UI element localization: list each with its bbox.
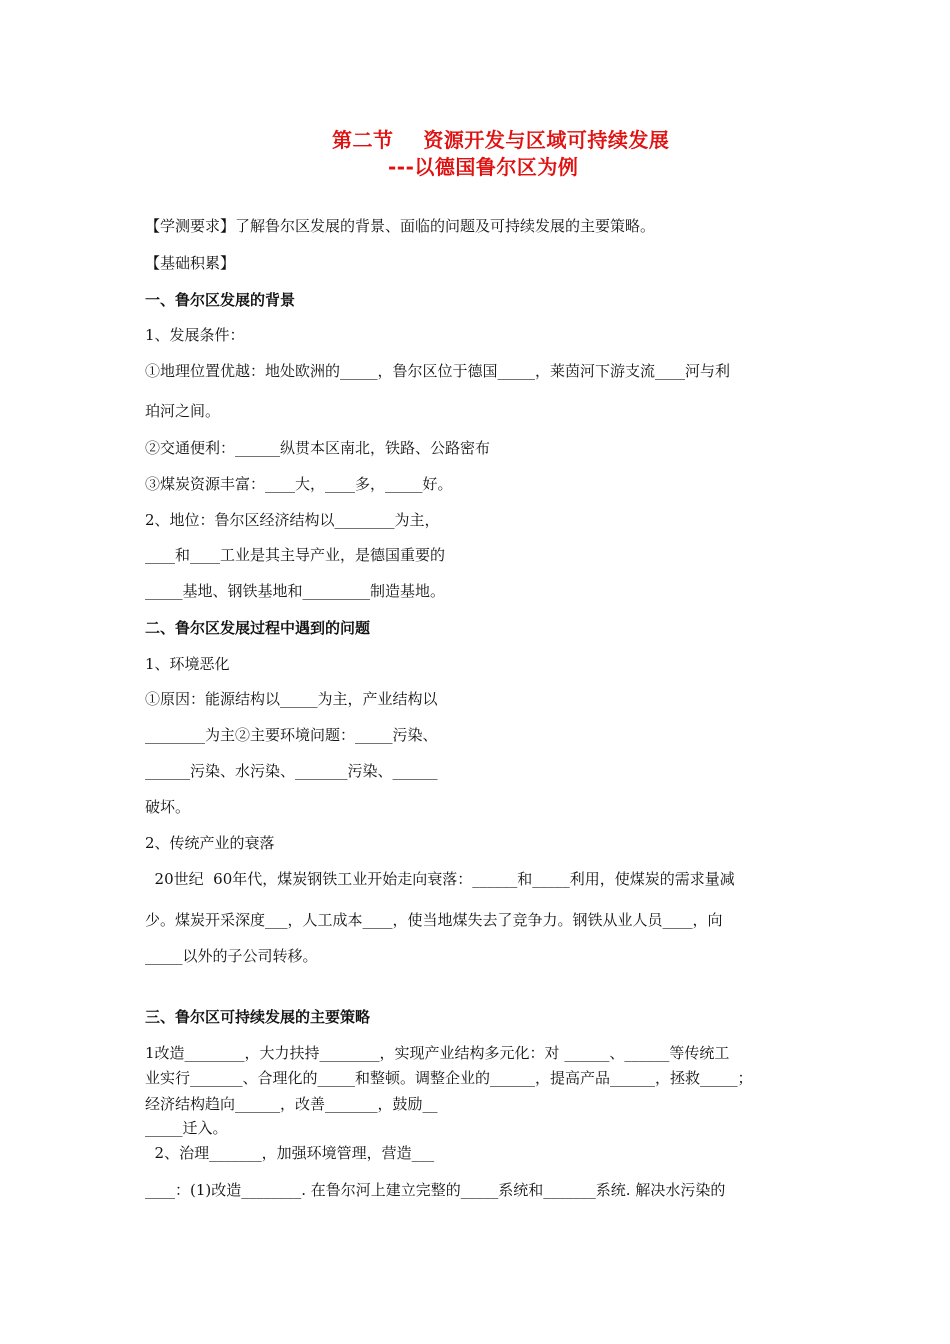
text-line: 经济结构趋向______，改善_______，鼓励__ — [145, 1095, 438, 1113]
title-line-1: 第二节 资源开发与区域可持续发展 — [332, 128, 670, 152]
requirement-line: 【学测要求】了解鲁尔区发展的背景、面临的问题及可持续发展的主要策略。 — [145, 217, 656, 235]
text-line: 1改造________，大力扶持________，实现产业结构多元化：对 ______、______等传统工 — [145, 1044, 730, 1062]
text-line: 2、传统产业的衰落 — [145, 834, 275, 852]
text-line: 破坏。 — [145, 798, 191, 816]
text-line: _____以外的子公司转移。 — [145, 947, 318, 965]
text-line: 2、治理_______，加强环境管理，营造___ — [145, 1144, 435, 1162]
section-3-heading: 三、鲁尔区可持续发展的主要策略 — [145, 1008, 371, 1026]
text-line: _____基地、钢铁基地和_________制造基地。 — [145, 582, 446, 600]
text-line: ________为主②主要环境问题：_____污染、 — [145, 726, 438, 744]
text-line: 珀河之间。 — [145, 402, 221, 420]
text-line: ______污染、水污染、_______污染、______ — [145, 762, 438, 780]
text-line: 2、地位：鲁尔区经济结构以________为主， — [145, 511, 440, 529]
text-line: ③煤炭资源丰富：____大，____多，_____好。 — [145, 475, 453, 493]
text-line: ____和____工业是其主导产业，是德国重要的 — [145, 546, 446, 564]
section-1-heading: 一、鲁尔区发展的背景 — [145, 291, 296, 309]
text-line: 1、发展条件： — [145, 326, 245, 344]
text-line: ____：(1)改造________. 在鲁尔河上建立完整的_____系统和_______系统. 解决水污染的 — [145, 1181, 726, 1199]
section-2-heading: 二、鲁尔区发展过程中遇到的问题 — [145, 619, 371, 637]
text-line: 业实行_______、合理化的_____和整顿。调整企业的______，提高产品______，拯救_____； — [145, 1069, 753, 1087]
basics-heading: 【基础积累】 — [145, 254, 236, 272]
title-line-2: ---以德国鲁尔区为例 — [388, 155, 579, 179]
text-line: 少。煤炭开采深度___，人工成本____，使当地煤失去了竞争力。钢铁从业人员____，向 — [145, 911, 723, 929]
text-line: ①地理位置优越：地处欧洲的_____，鲁尔区位于德国_____，莱茵河下游支流____河与利 — [145, 362, 731, 380]
text-line: _____迁入。 — [145, 1119, 228, 1137]
text-line: 20世纪 60年代，煤炭钢铁工业开始走向衰落：______和_____利用，使煤炭的需求量减 — [145, 870, 735, 888]
text-line: 1、环境恶化 — [145, 655, 230, 673]
text-line: ②交通便利：______纵贯本区南北，铁路、公路密布 — [145, 439, 491, 457]
text-line: ①原因：能源结构以_____为主，产业结构以 — [145, 690, 438, 708]
